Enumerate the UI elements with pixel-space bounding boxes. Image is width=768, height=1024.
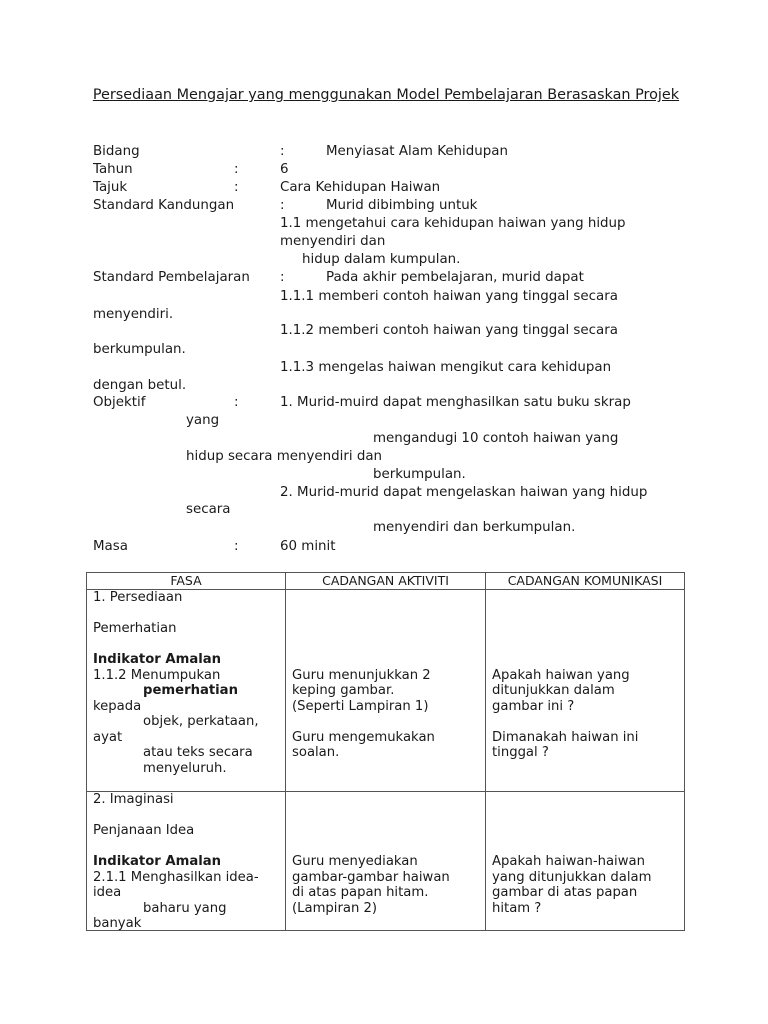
aktiviti-cell bbox=[286, 590, 486, 792]
bidang-colon: : bbox=[280, 144, 285, 159]
standard-kandungan-line: menyendiri dan bbox=[280, 234, 386, 249]
column-header-cadangan-komunikasi: CADANGAN KOMUNIKASI bbox=[486, 573, 685, 590]
tahun-value: 6 bbox=[280, 162, 289, 177]
aktiviti-line: (Seperti Lampiran 1) bbox=[292, 699, 429, 714]
fasa-cell bbox=[87, 590, 286, 792]
standard-kandungan-colon: : bbox=[280, 198, 285, 213]
komunikasi-line: hitam ? bbox=[492, 901, 542, 916]
tajuk-label: Tajuk bbox=[93, 180, 128, 195]
aktiviti-line: gambar-gambar haiwan bbox=[292, 870, 450, 885]
tajuk-value: Cara Kehidupan Haiwan bbox=[280, 180, 441, 195]
tahun-label: Tahun bbox=[93, 162, 133, 177]
komunikasi-cell bbox=[486, 792, 685, 931]
indikator-line: baharu yang bbox=[143, 901, 227, 916]
table-row bbox=[87, 792, 685, 931]
fasa-title: 1. Persediaan bbox=[93, 590, 183, 605]
objektif-line: 2. Murid-murid dapat mengelaskan haiwan yang hidup bbox=[280, 485, 648, 500]
aktiviti-line: (Lampiran 2) bbox=[292, 901, 378, 916]
indikator-line: atau teks secara bbox=[143, 745, 253, 760]
indikator-line: 1.1.2 Menumpukan bbox=[93, 668, 221, 683]
objektif-line: secara bbox=[186, 502, 231, 517]
table-header-row bbox=[87, 573, 685, 590]
fasa-title: 2. Imaginasi bbox=[93, 792, 174, 807]
masa-label: Masa bbox=[93, 539, 128, 554]
objektif-line: hidup secara menyendiri dan bbox=[186, 449, 383, 464]
standard-pembelajaran-colon: : bbox=[280, 270, 285, 285]
indikator-line: banyak bbox=[93, 916, 142, 931]
komunikasi-line: tinggal ? bbox=[492, 745, 549, 760]
masa-colon: : bbox=[234, 539, 239, 554]
standard-pembelajaran-label: Standard Pembelajaran bbox=[93, 270, 250, 285]
indikator-line: kepada bbox=[93, 699, 142, 714]
objektif-colon: : bbox=[234, 395, 239, 410]
indikator-line: ayat bbox=[93, 730, 123, 745]
indikator-heading: Indikator Amalan bbox=[93, 652, 222, 667]
indikator-line: 2.1.1 Menghasilkan idea- bbox=[93, 870, 259, 885]
indikator-line: menyeluruh. bbox=[143, 761, 227, 776]
aktiviti-line: Guru mengemukakan bbox=[292, 730, 435, 745]
objektif-line: mengandugi 10 contoh haiwan yang bbox=[373, 431, 619, 446]
standard-kandungan-line: hidup dalam kumpulan. bbox=[302, 252, 461, 267]
standard-pembelajaran-line: menyendiri. bbox=[93, 307, 174, 322]
objektif-line: yang bbox=[186, 413, 220, 428]
standard-kandungan-line: Murid dibimbing untuk bbox=[326, 198, 478, 213]
aktiviti-line: soalan. bbox=[292, 745, 340, 760]
indikator-line: pemerhatian bbox=[143, 683, 238, 698]
objektif-line: berkumpulan. bbox=[373, 467, 466, 482]
masa-value: 60 minit bbox=[280, 539, 336, 554]
komunikasi-line: Apakah haiwan yang bbox=[492, 668, 630, 683]
lesson-phase-table bbox=[86, 572, 685, 931]
indikator-line: idea bbox=[93, 885, 122, 900]
standard-pembelajaran-line: Pada akhir pembelajaran, murid dapat bbox=[326, 270, 584, 285]
fasa-subtitle: Penjanaan Idea bbox=[93, 823, 195, 838]
komunikasi-line: Dimanakah haiwan ini bbox=[492, 730, 639, 745]
column-header-fasa: FASA bbox=[87, 573, 286, 590]
column-header-cadangan-aktiviti: CADANGAN AKTIVITI bbox=[286, 573, 486, 590]
standard-pembelajaran-line: 1.1.2 memberi contoh haiwan yang tinggal secara bbox=[280, 323, 618, 338]
standard-pembelajaran-line: berkumpulan. bbox=[93, 342, 186, 357]
standard-kandungan-label: Standard Kandungan bbox=[93, 198, 235, 213]
komunikasi-line: Apakah haiwan-haiwan bbox=[492, 854, 645, 869]
komunikasi-line: gambar ini ? bbox=[492, 699, 575, 714]
komunikasi-line: gambar di atas papan bbox=[492, 885, 638, 900]
fasa-cell bbox=[87, 792, 286, 931]
page-title: Persediaan Mengajar yang menggunakan Model Pembelajaran Berasaskan Projek bbox=[92, 87, 680, 103]
fasa-subtitle: Pemerhatian bbox=[93, 621, 177, 636]
aktiviti-line: Guru menunjukkan 2 bbox=[292, 668, 431, 683]
aktiviti-line: keping gambar. bbox=[292, 683, 395, 698]
tajuk-colon: : bbox=[234, 180, 239, 195]
tahun-colon: : bbox=[234, 162, 239, 177]
table-row bbox=[87, 590, 685, 792]
standard-pembelajaran-line: 1.1.3 mengelas haiwan mengikut cara kehidupan bbox=[280, 360, 612, 375]
bidang-value: Menyiasat Alam Kehidupan bbox=[326, 144, 508, 159]
aktiviti-line: Guru menyediakan bbox=[292, 854, 418, 869]
objektif-line: 1. Murid-muird dapat menghasilkan satu buku skrap bbox=[280, 395, 631, 410]
standard-pembelajaran-line: 1.1.1 memberi contoh haiwan yang tinggal secara bbox=[280, 289, 618, 304]
komunikasi-line: ditunjukkan dalam bbox=[492, 683, 615, 698]
standard-pembelajaran-line: dengan betul. bbox=[93, 378, 187, 393]
standard-kandungan-line: 1.1 mengetahui cara kehidupan haiwan yang hidup bbox=[280, 216, 626, 231]
indikator-line: objek, perkataan, bbox=[143, 714, 259, 729]
indikator-heading: Indikator Amalan bbox=[93, 854, 222, 869]
bidang-label: Bidang bbox=[93, 144, 140, 159]
komunikasi-line: yang ditunjukkan dalam bbox=[492, 870, 652, 885]
aktiviti-line: di atas papan hitam. bbox=[292, 885, 429, 900]
komunikasi-cell bbox=[486, 590, 685, 792]
objektif-line: menyendiri dan berkumpulan. bbox=[373, 520, 576, 535]
aktiviti-cell bbox=[286, 792, 486, 931]
objektif-label: Objektif bbox=[93, 395, 146, 410]
